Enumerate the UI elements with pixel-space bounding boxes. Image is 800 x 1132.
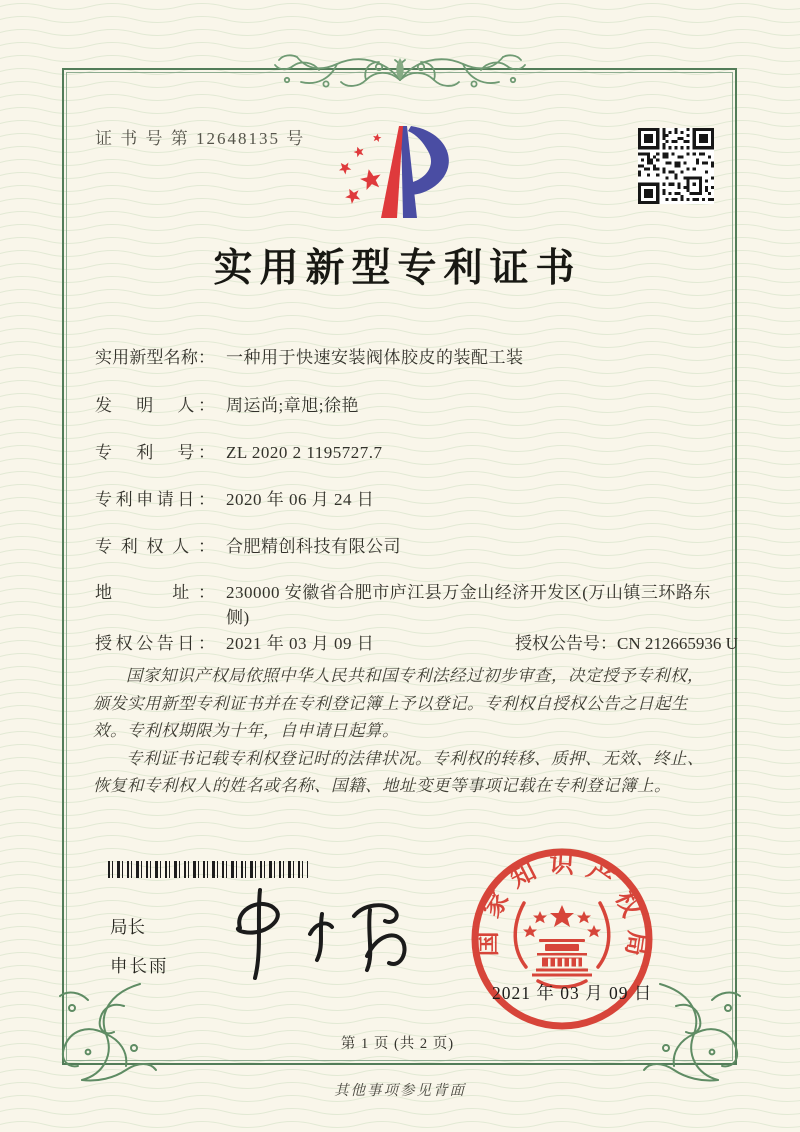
seal-date: 2021 年 03 月 09 日 — [492, 983, 653, 1003]
field-label: 授权公告日： — [95, 634, 215, 653]
field-row-name — [95, 345, 524, 370]
field-value: 230000 安徽省合肥市庐江县万金山经济开发区(万山镇三环路东侧) — [226, 583, 711, 627]
field-value: CN 212665936 U — [617, 634, 738, 653]
legal-text-block — [93, 662, 713, 800]
certificate-number: 证 书 号 第 12648135 号 — [95, 129, 306, 148]
official-seal — [466, 843, 658, 1035]
field-row-address — [95, 580, 731, 630]
field-value: 周运尚;章旭;徐艳 — [226, 396, 359, 415]
field-row-inventors — [95, 393, 359, 418]
field-label: 地 址： — [95, 583, 215, 602]
cnipa-logo-icon — [333, 114, 467, 228]
field-value: 2021 年 03 月 09 日 — [226, 634, 375, 653]
director-title: 局长 — [110, 917, 145, 937]
field-grant-number — [515, 631, 738, 656]
legal-paragraph-2: 专利证书记载专利权登记时的法律状况。专利权的转移、质押、无效、终止、恢复和专利权人的姓名或名称、国籍、地址变更等事项记载在专利登记簿上。 — [93, 748, 704, 795]
certificate-title: 实用新型专利证书 — [213, 247, 582, 290]
seal-text: 国家知识产权局 — [474, 850, 651, 969]
field-row-filing-date — [95, 487, 374, 512]
field-value: 2020 年 06 月 24 日 — [226, 490, 375, 509]
field-row-patent-number — [95, 440, 383, 465]
legal-paragraph-1: 国家知识产权局依照中华人民共和国专利法经过初步审查，决定授予专利权，颁发实用新型专利证书并在专利登记簿上予以登记。专利权自授权公告之日起生效。专利权期限为十年，自申请日起算。 — [93, 666, 704, 740]
national-emblem-icon — [523, 905, 601, 977]
top-flourish-ornament — [263, 40, 537, 104]
field-row-patentee — [95, 534, 401, 559]
field-label: 专利申请日： — [95, 490, 215, 509]
field-label: 专利权人： — [95, 537, 215, 556]
field-value: 一种用于快速安装阀体胶皮的装配工装 — [226, 348, 524, 367]
back-side-note: 其他事项参见背面 — [334, 1083, 466, 1099]
director-signature — [212, 876, 422, 991]
field-row-grant-date — [95, 631, 738, 656]
field-value: 合肥精创科技有限公司 — [226, 537, 401, 556]
page-number: 第 1 页 (共 2 页) — [340, 1036, 455, 1052]
director-name: 申长雨 — [110, 956, 169, 976]
field-label: 实用新型名称： — [95, 348, 215, 367]
field-label: 发 明 人： — [95, 396, 215, 415]
field-label: 授权公告号： — [515, 634, 617, 653]
field-value: ZL 2020 2 1195727.7 — [226, 443, 383, 462]
qr-code — [638, 128, 714, 204]
field-label: 专 利 号： — [95, 443, 215, 462]
